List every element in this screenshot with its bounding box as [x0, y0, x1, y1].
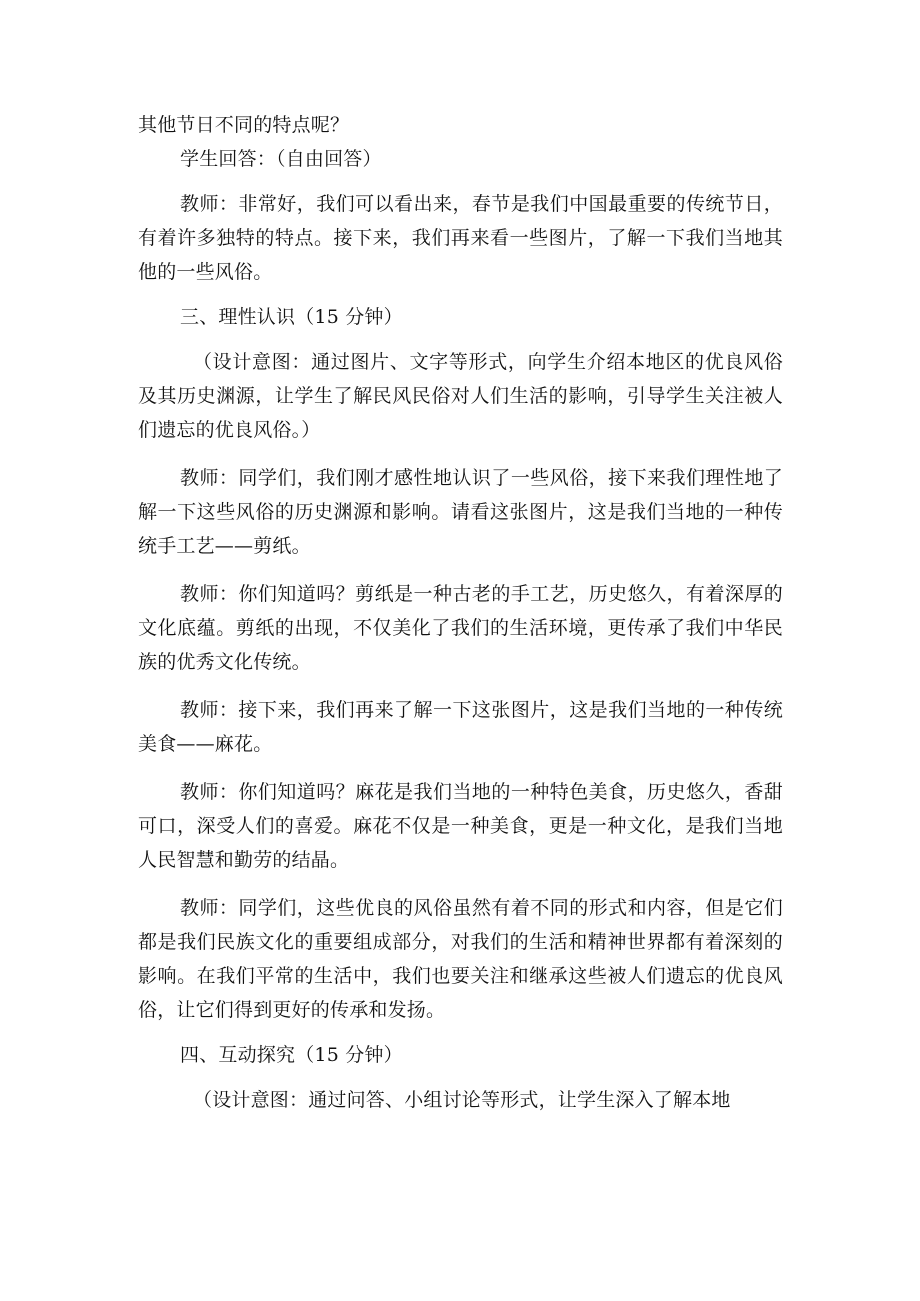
section-heading-interactive: 四、互动探究（15 分钟）: [180, 1044, 403, 1066]
document-body: [138, 108, 783, 1117]
teacher-paragraph: 教师：接下来，我们再来了解一下这张图片，这是我们当地的一种传统美食——麻花。: [138, 699, 783, 755]
teacher-paragraph: 教师：同学们，我们刚才感性地认识了一些风俗，接下来我们理性地了解一下这些风俗的历史渊源和影响。请看这张图片，这是我们当地的一种传统手工艺——剪纸。: [138, 467, 783, 557]
teacher-paragraph: 教师：非常好，我们可以看出来，春节是我们中国最重要的传统节日，有着许多独特的特点。接下来，我们再来看一些图片，了解一下我们当地其他的一些风俗。: [138, 193, 783, 283]
student-answer: 学生回答：（自由回答）: [180, 148, 382, 170]
continuation-line: 其他节日不同的特点呢？: [138, 114, 350, 136]
teacher-paragraph: 教师：你们知道吗？麻花是我们当地的一种特色美食，历史悠久，香甜可口，深受人们的喜爱。麻花不仅是一种美食，更是一种文化，是我们当地人民智慧和勤劳的结晶。: [138, 781, 783, 871]
section-heading-rational: 三、理性认识（15 分钟）: [180, 306, 403, 328]
teacher-paragraph: 教师：你们知道吗？剪纸是一种古老的手工艺，历史悠久，有着深厚的文化底蕴。剪纸的出现，不仅美化了我们的生活环境，更传承了我们中华民族的优秀文化传统。: [138, 583, 783, 673]
design-intent-paragraph: （设计意图：通过问答、小组讨论等形式，让学生深入了解本地: [193, 1089, 731, 1111]
teacher-paragraph: 教师：同学们，这些优良的风俗虽然有着不同的形式和内容，但是它们都是我们民族文化的重要组成部分，对我们的生活和精神世界都有着深刻的影响。在我们平常的生活中，我们也要关注和继承这些被人们遗忘的优良风俗，让它们得到更好的传承和发扬。: [138, 897, 783, 1021]
design-intent-paragraph: （设计意图：通过图片、文字等形式，向学生介绍本地区的优良风俗及其历史渊源，让学生了解民风民俗对人们生活的影响，引导学生关注被人们遗忘的优良风俗。）: [138, 351, 783, 441]
